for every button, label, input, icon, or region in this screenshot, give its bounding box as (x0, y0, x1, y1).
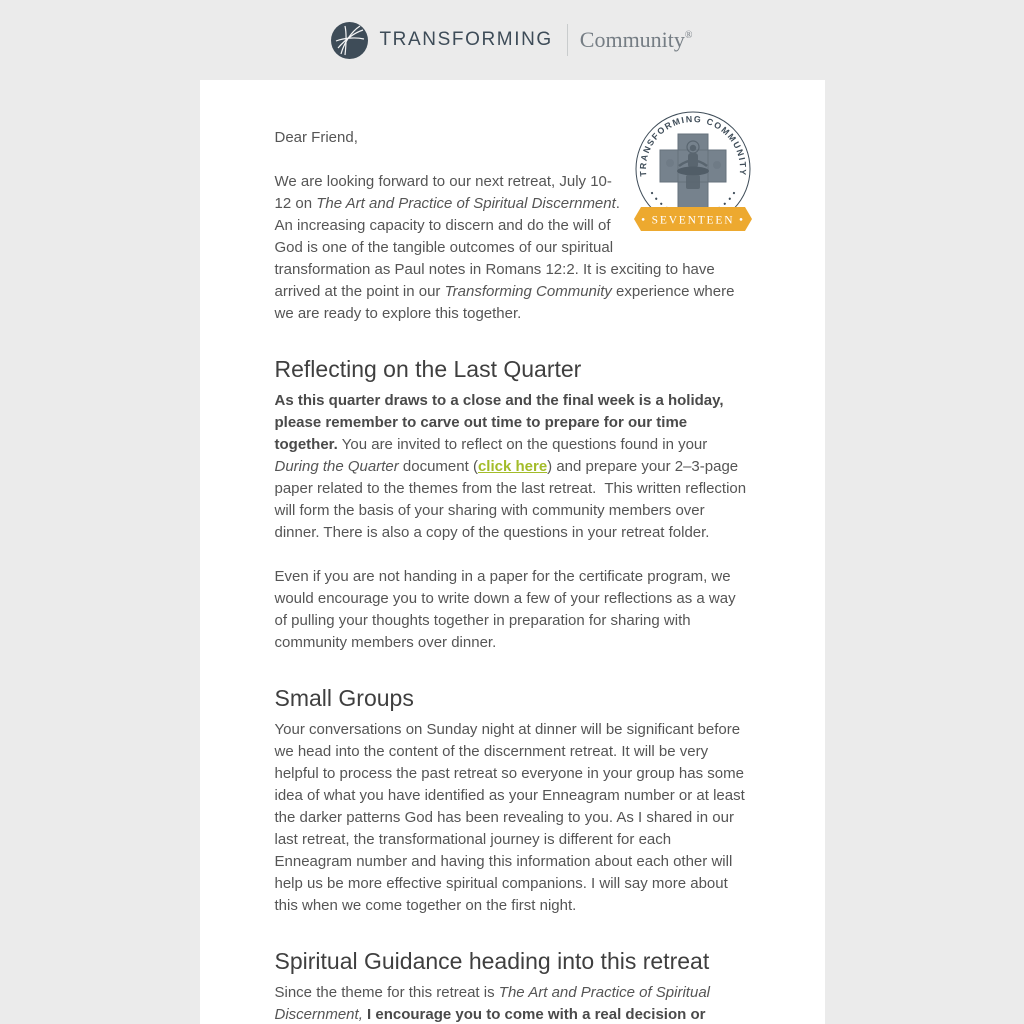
text-segment: We are looking forward to our next retreat, July 10-12 on (274, 173, 612, 212)
text-segment: ) and prepare your 2–3-page paper related to the themes from the last retreat. This written reflection will form the basis of your sharing with community members over dinner. There is also a copy of the questions in your retreat folder. (274, 458, 747, 541)
email-header (0, 0, 1024, 80)
text-segment: document ( (398, 458, 478, 475)
small-groups-paragraph: Your conversations on Sunday night at dinner will be significant before we head into the content of the discernment retreat. It will be very helpful to process the past retreat so everyone in your group has some idea of what you have identified as your Enneagram number or at least the darker patterns God has been revealing to you. As I shared in our last retreat, the transformational journey is different for each Enneagram number and having this information about each other will help us be more effective spiritual companions. I will say more about this when we come together on the first night. (274, 721, 745, 914)
text-segment: Since the theme for this retreat is (274, 984, 499, 1001)
brand-name-secondary: Community® (579, 27, 693, 52)
leaf-circle-icon (331, 22, 368, 59)
retreat-seventeen-badge (634, 107, 752, 231)
heading-small-groups: Small Groups (274, 685, 414, 711)
registered-mark: ® (684, 30, 693, 41)
text-segment: The Art and Practice of Spiritual Discernment, (274, 984, 710, 1023)
quarter-paragraph-2: Even if you are not handing in a paper for the certificate program, we would encourage you to write down a few of your reflections as a way of pulling your thoughts together in preparation for sharing with community members over dinner. (274, 568, 736, 651)
heading-reflecting-last-quarter: Reflecting on the Last Quarter (274, 356, 582, 382)
brand-name-primary: TRANSFORMING (379, 29, 553, 50)
salutation: Dear Friend, (274, 129, 358, 146)
badge-arc-text: TRANSFORMING COMMUNITY (637, 113, 748, 177)
click-here-link[interactable]: click here (477, 458, 548, 475)
text-segment: As this quarter draws to a close and the final week is a holiday, please remember to carve out time to prepare for our time together. (274, 392, 724, 453)
brand-logo (331, 22, 692, 59)
text-segment: During the Quarter (274, 458, 399, 475)
text-segment: experience where we are ready to explore this together. (274, 283, 735, 322)
text-segment: Transforming Community (444, 283, 612, 300)
text-segment: The Art and Practice of Spiritual Discernment (316, 195, 616, 212)
banner-label: • SEVENTEEN • (640, 214, 745, 227)
heading-spiritual-guidance: Spiritual Guidance heading into this retreat (274, 948, 710, 974)
guidance-paragraph (275, 982, 752, 1024)
text-segment: I encourage you to come with a real decision or (367, 1006, 706, 1023)
quarter-paragraph-1 (275, 390, 752, 544)
brand-divider (567, 24, 568, 56)
email-body-card (200, 80, 825, 1024)
text-segment: You are invited to reflect on the questions found in your (337, 436, 708, 453)
seventeen-banner (634, 207, 752, 231)
text-segment: . An increasing capacity to discern and do the will of God is one of the tangible outcomes of our spiritual transformation as Paul notes in Romans 12:2. It is exciting to have arrived at the point in our (274, 195, 715, 300)
